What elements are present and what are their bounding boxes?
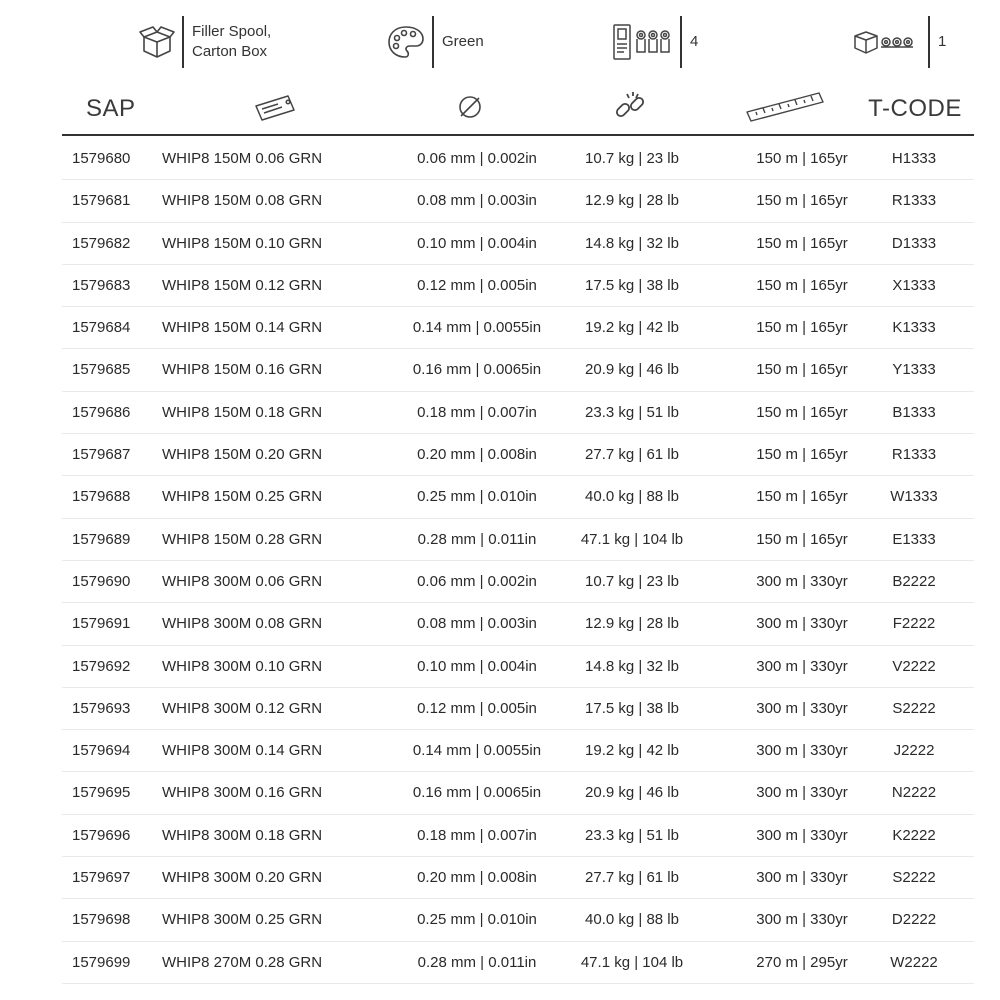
header-breaking-strength <box>560 88 700 130</box>
box-spools-icon <box>852 26 922 58</box>
diameter-cell: 0.06 mm | 0.002in <box>417 150 537 167</box>
tcode-cell: K2222 <box>892 826 936 844</box>
separator <box>182 16 184 68</box>
description-cell: WHIP8 300M 0.10 GRN <box>162 657 323 675</box>
ruler-icon <box>745 90 825 129</box>
table-row <box>62 138 974 180</box>
sap-cell: 1579691 <box>72 615 131 633</box>
sap-cell: 1579682 <box>72 234 131 252</box>
table-row <box>62 730 974 772</box>
separator <box>432 16 434 68</box>
description-cell: WHIP8 150M 0.16 GRN <box>162 361 323 379</box>
table-row <box>62 476 974 518</box>
sap-cell: 1579683 <box>72 276 131 294</box>
table-row <box>62 815 974 857</box>
diameter-cell: 0.14 mm | 0.0055in <box>412 319 542 337</box>
description-cell: WHIP8 300M 0.06 GRN <box>162 572 323 590</box>
breaking-strength-cell: 47.1 kg | 104 lb <box>580 530 684 548</box>
diameter-cell: 0.16 mm | 0.0065in <box>412 784 542 802</box>
tcode-cell: W1333 <box>890 488 938 506</box>
feature-packaging <box>138 14 271 70</box>
separator <box>680 16 682 68</box>
length-cell: 300 m | 330yr <box>756 699 848 717</box>
sap-cell: 1579696 <box>72 826 131 844</box>
diameter-cell: 0.14 mm | 0.0055in <box>412 742 542 760</box>
table-row <box>62 392 974 434</box>
sap-cell: 1579694 <box>72 742 131 760</box>
breaking-strength-cell: 14.8 kg | 32 lb <box>585 234 679 252</box>
sap-cell: 1579699 <box>72 953 131 971</box>
sap-cell: 1579695 <box>72 784 131 802</box>
tcode-cell: Y1333 <box>892 361 936 379</box>
palette-icon <box>386 24 426 60</box>
sap-cell: 1579690 <box>72 572 131 590</box>
breaking-strength-cell: 20.9 kg | 46 lb <box>585 361 679 379</box>
length-cell: 270 m | 295yr <box>756 953 848 971</box>
color-text: Green <box>442 33 484 50</box>
sap-cell: 1579686 <box>72 403 131 421</box>
breaking-strength-cell: 10.7 kg | 23 lb <box>585 150 679 167</box>
length-cell: 150 m | 165yr <box>756 192 848 210</box>
header-sap <box>62 88 176 130</box>
table-row <box>62 223 974 265</box>
header-tcode <box>860 88 970 130</box>
description-cell: WHIP8 300M 0.18 GRN <box>162 826 323 844</box>
tcode-cell: S2222 <box>892 869 936 887</box>
diameter-cell: 0.08 mm | 0.003in <box>417 192 537 210</box>
tcode-cell: B1333 <box>892 403 936 421</box>
length-cell: 300 m | 330yr <box>756 826 848 844</box>
description-cell: WHIP8 150M 0.06 GRN <box>162 150 323 167</box>
description-cell: WHIP8 150M 0.10 GRN <box>162 234 323 252</box>
description-cell: WHIP8 300M 0.08 GRN <box>162 615 323 633</box>
feature-quantity <box>612 14 698 70</box>
length-cell: 300 m | 330yr <box>756 869 848 887</box>
diameter-cell: 0.25 mm | 0.010in <box>417 488 537 506</box>
breaking-strength-cell: 40.0 kg | 88 lb <box>585 911 679 929</box>
breaking-strength-cell: 23.3 kg | 51 lb <box>585 403 679 421</box>
length-cell: 300 m | 330yr <box>756 742 848 760</box>
header-divider <box>62 134 974 136</box>
description-cell: WHIP8 300M 0.16 GRN <box>162 784 323 802</box>
breaking-strength-cell: 47.1 kg | 104 lb <box>580 953 684 971</box>
diameter-cell: 0.28 mm | 0.011in <box>417 953 537 971</box>
diameter-cell: 0.20 mm | 0.008in <box>417 446 537 464</box>
sap-cell: 1579698 <box>72 911 131 929</box>
label-tag-icon <box>252 92 298 127</box>
box-icon <box>138 23 176 61</box>
tcode-cell: R1333 <box>891 446 937 464</box>
sap-cell: 1579693 <box>72 699 131 717</box>
packaging-text: Filler Spool, Carton Box <box>192 23 272 60</box>
diameter-cell: 0.20 mm | 0.008in <box>417 869 537 887</box>
sap-cell: 1579680 <box>72 150 131 167</box>
tcode-cell: F2222 <box>892 615 936 633</box>
sap-cell: 1579697 <box>72 869 131 887</box>
description-cell: WHIP8 270M 0.28 GRN <box>162 953 323 971</box>
length-cell: 150 m | 165yr <box>756 150 848 167</box>
sap-cell: 1579681 <box>72 192 131 210</box>
description-cell: WHIP8 150M 0.08 GRN <box>162 192 323 210</box>
table-row <box>62 942 974 984</box>
breaking-strength-cell: 10.7 kg | 23 lb <box>585 572 679 590</box>
tcode-cell: E1333 <box>892 530 936 548</box>
diameter-cell: 0.16 mm | 0.0065in <box>412 361 542 379</box>
header-sap-label: SAP <box>86 95 136 122</box>
sap-cell: 1579685 <box>72 361 131 379</box>
sap-cell: 1579688 <box>72 488 131 506</box>
breaking-strength-cell: 40.0 kg | 88 lb <box>585 488 679 506</box>
table-row <box>62 265 974 307</box>
diameter-cell: 0.08 mm | 0.003in <box>417 615 537 633</box>
diameter-cell: 0.28 mm | 0.011in <box>417 530 537 548</box>
table-row <box>62 519 974 561</box>
diameter-cell: 0.12 mm | 0.005in <box>417 699 537 717</box>
table-row <box>62 434 974 476</box>
breaking-strength-cell: 14.8 kg | 32 lb <box>585 657 679 675</box>
description-cell: WHIP8 300M 0.25 GRN <box>162 911 323 929</box>
tcode-cell: S2222 <box>892 699 936 717</box>
length-cell: 300 m | 330yr <box>756 572 848 590</box>
diameter-cell: 0.10 mm | 0.004in <box>417 234 537 252</box>
sap-cell: 1579687 <box>72 446 131 464</box>
length-cell: 150 m | 165yr <box>756 276 848 294</box>
diameter-cell: 0.25 mm | 0.010in <box>417 911 537 929</box>
description-cell: WHIP8 300M 0.12 GRN <box>162 699 323 717</box>
table-row <box>62 307 974 349</box>
length-cell: 300 m | 330yr <box>756 784 848 802</box>
description-cell: WHIP8 150M 0.25 GRN <box>162 488 323 506</box>
description-cell: WHIP8 300M 0.20 GRN <box>162 869 323 887</box>
length-cell: 300 m | 330yr <box>756 911 848 929</box>
header-diameter <box>400 88 540 130</box>
length-cell: 300 m | 330yr <box>756 615 848 633</box>
length-cell: 150 m | 165yr <box>756 319 848 337</box>
breaking-strength-cell: 27.7 kg | 61 lb <box>585 446 679 464</box>
breaking-strength-cell: 19.2 kg | 42 lb <box>585 742 679 760</box>
table-row <box>62 857 974 899</box>
header-tcode-label: T-CODE <box>868 95 962 122</box>
breaking-strength-cell: 23.3 kg | 51 lb <box>585 826 679 844</box>
diameter-cell: 0.18 mm | 0.007in <box>417 403 537 421</box>
description-cell: WHIP8 150M 0.28 GRN <box>162 530 323 548</box>
breaking-strength-cell: 20.9 kg | 46 lb <box>585 784 679 802</box>
length-cell: 150 m | 165yr <box>756 446 848 464</box>
tcode-cell: N2222 <box>891 784 937 802</box>
tcode-cell: D2222 <box>891 911 937 929</box>
diameter-cell: 0.10 mm | 0.004in <box>417 657 537 675</box>
breaking-strength-cell: 12.9 kg | 28 lb <box>585 192 679 210</box>
sap-cell: 1579692 <box>72 657 131 675</box>
tcode-cell: K1333 <box>892 319 936 337</box>
header-description <box>200 88 350 130</box>
table-row <box>62 180 974 222</box>
table-row <box>62 772 974 814</box>
length-cell: 150 m | 165yr <box>756 530 848 548</box>
box-count-text: 1 <box>938 33 947 50</box>
tcode-cell: X1333 <box>892 276 936 294</box>
description-cell: WHIP8 300M 0.14 GRN <box>162 742 323 760</box>
separator <box>928 16 930 68</box>
product-table-body <box>62 138 974 984</box>
table-row <box>62 561 974 603</box>
diameter-cell: 0.06 mm | 0.002in <box>417 572 537 590</box>
description-cell: WHIP8 150M 0.18 GRN <box>162 403 323 421</box>
tcode-cell: D1333 <box>891 234 937 252</box>
diameter-icon <box>456 93 484 126</box>
description-cell: WHIP8 150M 0.20 GRN <box>162 446 323 464</box>
sap-cell: 1579689 <box>72 530 131 548</box>
tcode-cell: W2222 <box>890 953 938 971</box>
diameter-cell: 0.18 mm | 0.007in <box>417 826 537 844</box>
feature-box-count <box>852 14 946 70</box>
length-cell: 150 m | 165yr <box>756 361 848 379</box>
tcode-cell: B2222 <box>892 572 936 590</box>
table-row <box>62 349 974 391</box>
length-cell: 300 m | 330yr <box>756 657 848 675</box>
sap-cell: 1579684 <box>72 319 131 337</box>
quantity-text: 4 <box>690 33 699 50</box>
description-cell: WHIP8 150M 0.14 GRN <box>162 319 323 337</box>
length-cell: 150 m | 165yr <box>756 234 848 252</box>
table-row <box>62 603 974 645</box>
table-row <box>62 646 974 688</box>
tcode-cell: H1333 <box>891 150 937 167</box>
breaking-strength-cell: 12.9 kg | 28 lb <box>585 615 679 633</box>
chain-link-icon <box>613 90 647 129</box>
tcode-cell: R1333 <box>891 192 937 210</box>
breaking-strength-cell: 27.7 kg | 61 lb <box>585 869 679 887</box>
breaking-strength-cell: 19.2 kg | 42 lb <box>585 319 679 337</box>
diameter-cell: 0.12 mm | 0.005in <box>417 276 537 294</box>
breaking-strength-cell: 17.5 kg | 38 lb <box>585 276 679 294</box>
feature-color <box>386 14 484 70</box>
table-row <box>62 899 974 941</box>
description-cell: WHIP8 150M 0.12 GRN <box>162 276 323 294</box>
tcode-cell: V2222 <box>892 657 936 675</box>
length-cell: 150 m | 165yr <box>756 403 848 421</box>
tcode-cell: J2222 <box>893 742 935 760</box>
breaking-strength-cell: 17.5 kg | 38 lb <box>585 699 679 717</box>
length-cell: 150 m | 165yr <box>756 488 848 506</box>
header-length <box>720 88 850 130</box>
spools-icon <box>612 22 674 62</box>
table-row <box>62 688 974 730</box>
